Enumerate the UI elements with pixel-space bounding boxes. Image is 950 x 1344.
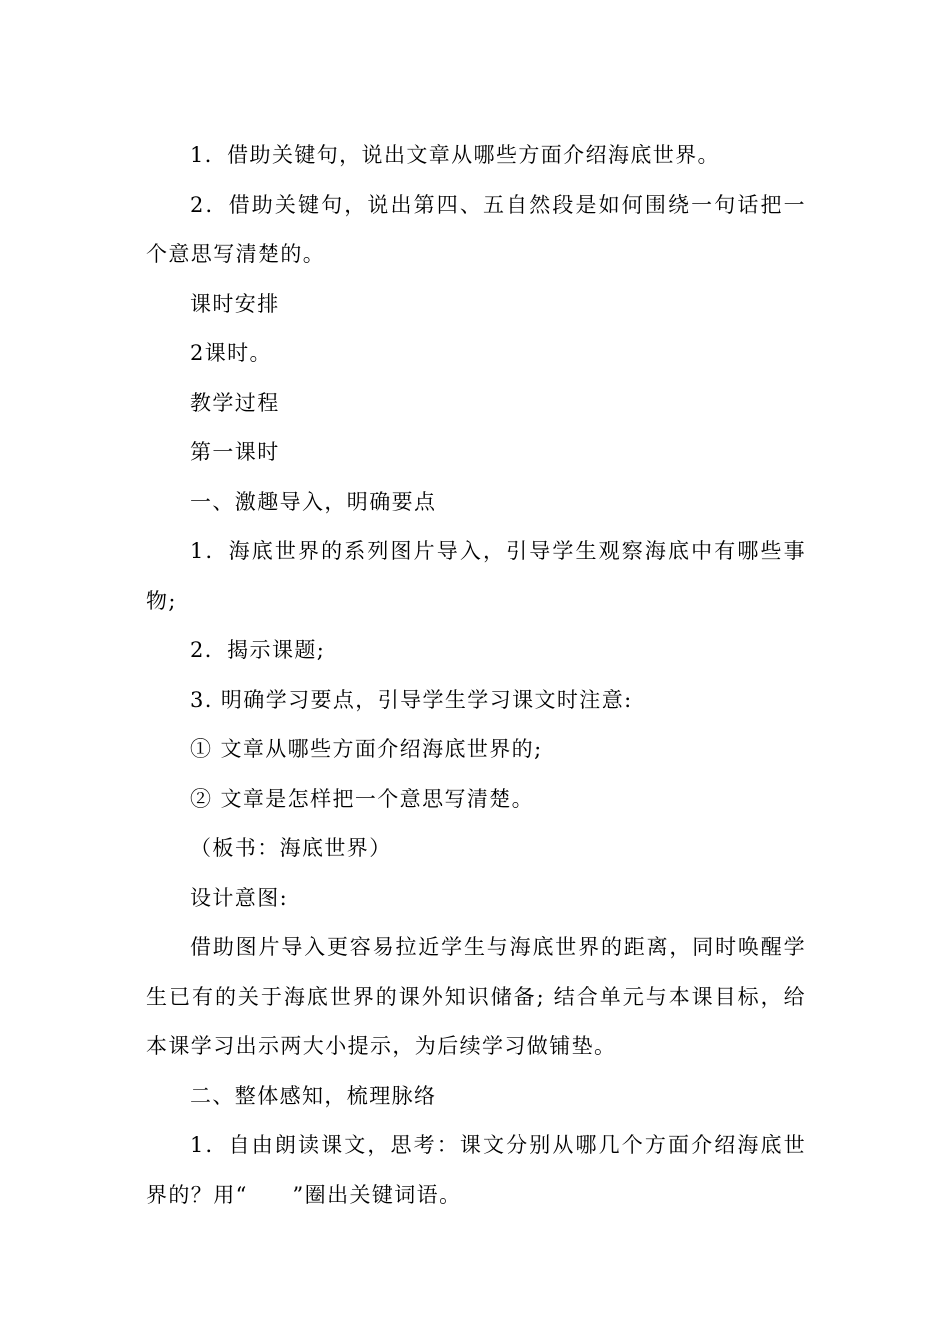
- section-heading-process: 教学过程: [190, 390, 280, 415]
- step-1-subitem-1: ① 文章从哪些方面介绍海底世界的;: [190, 737, 543, 761]
- design-intent-label: 设计意图:: [190, 885, 289, 910]
- step-2-item-1: 1．自由朗读课文，思考：课文分别从哪几个方面介绍海底世界的？用“ ”圈出关键词语。: [146, 1133, 806, 1207]
- step-heading-2: 二、整体感知，梳理脉络: [190, 1083, 437, 1108]
- step-1-item-1: 1．海底世界的系列图片导入，引导学生观察海底中有哪些事物;: [146, 539, 806, 613]
- step-1-item-2: 2．揭示课题;: [190, 638, 326, 662]
- board-note: （板书：海底世界）: [190, 836, 392, 860]
- step-1-item-3: 3. 明确学习要点，引导学生学习课文时注意:: [190, 687, 633, 712]
- step-1-subitem-2: ② 文章是怎样把一个意思写清楚。: [190, 786, 535, 811]
- schedule-text: 2课时。: [190, 341, 272, 365]
- lesson-heading-first: 第一课时: [190, 440, 280, 464]
- design-intent-text: 借助图片导入更容易拉近学生与海底世界的距离，同时唤醒学生已有的关于海底世界的课外知识储备; 结合单元与本课目标，给本课学习出示两大小提示，为后续学习做铺垫。: [146, 935, 806, 1058]
- section-heading-schedule: 课时安排: [190, 291, 280, 316]
- document-body: [146, 131, 806, 1220]
- objective-item-1: 1．借助关键句，说出文章从哪些方面介绍海底世界。: [190, 143, 720, 167]
- objective-item-2: 2．借助关键句，说出第四、五自然段是如何围绕一句话把一个意思写清楚的。: [146, 192, 806, 266]
- step-heading-1: 一、激趣导入，明确要点: [190, 489, 437, 514]
